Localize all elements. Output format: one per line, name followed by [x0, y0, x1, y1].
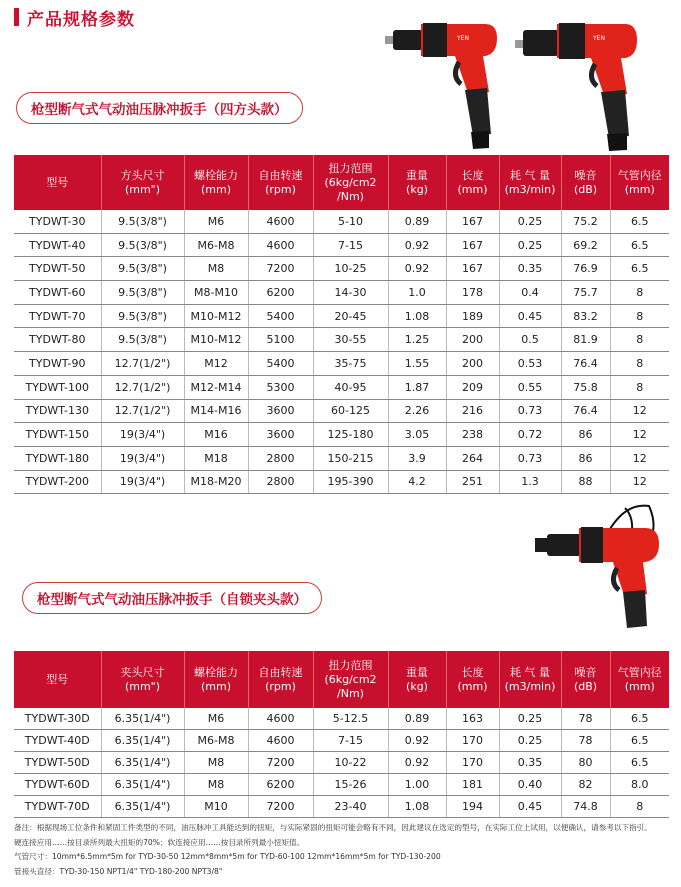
table-cell: 5400 — [248, 304, 313, 328]
table-cell: 0.73 — [499, 399, 561, 423]
table-cell: 40-95 — [313, 375, 388, 399]
table-cell: 3.9 — [388, 446, 446, 470]
table-cell: 125-180 — [313, 423, 388, 447]
table-cell: M6-M8 — [184, 233, 248, 257]
table-cell: 0.55 — [499, 375, 561, 399]
table-cell: 6.5 — [610, 233, 669, 257]
table-cell: 5100 — [248, 328, 313, 352]
table-cell: M18-M20 — [184, 470, 248, 494]
table-cell: M6-M8 — [184, 730, 248, 752]
note-line: 备注：根据现场工位条件和紧固工件类型的不同，油压脉冲工具能达到的扭矩，与实际紧固的扭矩可能会略有不同，因此建议在选定的型号，在实际工位上试用，以便确认，请参考以下指引。 — [14, 823, 652, 832]
table-cell: 19(3/4") — [101, 423, 184, 447]
table-cell: 4600 — [248, 233, 313, 257]
column-header: 型号 — [14, 155, 101, 210]
table-cell: M18 — [184, 446, 248, 470]
table-cell: 195-390 — [313, 470, 388, 494]
table-cell: 0.25 — [499, 730, 561, 752]
footnotes — [14, 821, 674, 879]
table-cell: 81.9 — [561, 328, 610, 352]
table-cell: 19(3/4") — [101, 470, 184, 494]
table-row — [14, 470, 669, 494]
table-cell: TYDWT-30D — [14, 708, 101, 730]
column-header: 耗 气 量 (m3/min) — [499, 651, 561, 708]
table-cell: 6.5 — [610, 708, 669, 730]
table-cell: 0.89 — [388, 708, 446, 730]
table-cell: 9.5(3/8") — [101, 281, 184, 305]
note-line: 管接头直径：TYD-30-150 NPT1/4" TYD-180-200 NPT3/8" — [14, 866, 223, 876]
table-cell: 12.7(1/2") — [101, 375, 184, 399]
table-cell: 75.8 — [561, 375, 610, 399]
table-cell: 0.5 — [499, 328, 561, 352]
table-cell: M10-M12 — [184, 304, 248, 328]
table-cell: M12-M14 — [184, 375, 248, 399]
table-cell: 12 — [610, 399, 669, 423]
table-cell: 4600 — [248, 210, 313, 233]
table-cell: 4600 — [248, 708, 313, 730]
table-cell: 1.3 — [499, 470, 561, 494]
table-cell: 0.35 — [499, 257, 561, 281]
table-cell: 163 — [446, 708, 499, 730]
table-cell: 60-125 — [313, 399, 388, 423]
table-cell: M8 — [184, 774, 248, 796]
table-cell: 12 — [610, 446, 669, 470]
column-header: 型号 — [14, 651, 101, 708]
section-header — [14, 6, 135, 28]
table-cell: 1.87 — [388, 375, 446, 399]
table-row — [14, 233, 669, 257]
table-cell: 7200 — [248, 752, 313, 774]
table-cell: 5400 — [248, 352, 313, 376]
table-cell: TYDWT-100 — [14, 375, 101, 399]
table-cell: 0.92 — [388, 752, 446, 774]
table-cell: 8 — [610, 304, 669, 328]
table-cell: 3.05 — [388, 423, 446, 447]
table-cell: 238 — [446, 423, 499, 447]
table-cell: M14-M16 — [184, 399, 248, 423]
table-header-row — [14, 651, 669, 708]
table-cell: 8 — [610, 796, 669, 818]
table-cell: 1.25 — [388, 328, 446, 352]
table-cell: 9.5(3/8") — [101, 233, 184, 257]
table-cell: 4.2 — [388, 470, 446, 494]
table-cell: TYDWT-90 — [14, 352, 101, 376]
table-cell: 0.45 — [499, 796, 561, 818]
table-cell: 3600 — [248, 399, 313, 423]
table-cell: 5-12.5 — [313, 708, 388, 730]
column-header: 噪音 (dB) — [561, 155, 610, 210]
table-row — [14, 352, 669, 376]
table-cell: M6 — [184, 210, 248, 233]
table-cell: 0.53 — [499, 352, 561, 376]
table-row — [14, 257, 669, 281]
table-cell: 15-26 — [313, 774, 388, 796]
table-cell: 9.5(3/8") — [101, 210, 184, 233]
table-cell: M8 — [184, 257, 248, 281]
table-row — [14, 796, 669, 818]
column-header: 扭力范围 (6kg/cm2 /Nm) — [313, 155, 388, 210]
table-cell: 69.2 — [561, 233, 610, 257]
table-cell: 12.7(1/2") — [101, 352, 184, 376]
table-cell: 0.25 — [499, 708, 561, 730]
table-cell: TYDWT-30 — [14, 210, 101, 233]
table-cell: 5-10 — [313, 210, 388, 233]
table-cell: 264 — [446, 446, 499, 470]
table-cell: 200 — [446, 352, 499, 376]
table-cell: 23-40 — [313, 796, 388, 818]
table-cell: 75.2 — [561, 210, 610, 233]
table-cell: 1.00 — [388, 774, 446, 796]
table-cell: 1.08 — [388, 304, 446, 328]
table-cell: 0.92 — [388, 233, 446, 257]
table-cell: M12 — [184, 352, 248, 376]
table-cell: 167 — [446, 233, 499, 257]
table-cell: 75.7 — [561, 281, 610, 305]
table-cell: 8 — [610, 352, 669, 376]
table-cell: 170 — [446, 730, 499, 752]
table-cell: 7200 — [248, 796, 313, 818]
table-cell: TYDWT-70D — [14, 796, 101, 818]
column-header: 耗 气 量 (m3/min) — [499, 155, 561, 210]
table-cell: 3600 — [248, 423, 313, 447]
header-accent-bar — [14, 8, 19, 26]
column-header: 噪音 (dB) — [561, 651, 610, 708]
table-cell: TYDWT-50 — [14, 257, 101, 281]
table-cell: 1.0 — [388, 281, 446, 305]
table-cell: 80 — [561, 752, 610, 774]
table-cell: 20-45 — [313, 304, 388, 328]
table-cell: 6.35(1/4") — [101, 730, 184, 752]
table-row — [14, 399, 669, 423]
table-cell: 0.73 — [499, 446, 561, 470]
spec-table-square-drive — [14, 155, 669, 494]
table-cell: M8 — [184, 752, 248, 774]
table-cell: 76.9 — [561, 257, 610, 281]
table-cell: 1.55 — [388, 352, 446, 376]
table-cell: 189 — [446, 304, 499, 328]
table-row — [14, 708, 669, 730]
table-cell: 6.35(1/4") — [101, 752, 184, 774]
table-cell: 9.5(3/8") — [101, 328, 184, 352]
spec-table-quick-chuck — [14, 651, 669, 818]
table-cell: 19(3/4") — [101, 446, 184, 470]
column-header: 重量 (kg) — [388, 651, 446, 708]
table-row — [14, 210, 669, 233]
table-row — [14, 281, 669, 305]
table-cell: TYDWT-70 — [14, 304, 101, 328]
table-cell: 78 — [561, 730, 610, 752]
page-title: 产品规格参数 — [27, 9, 135, 30]
table-cell: M10-M12 — [184, 328, 248, 352]
table-cell: 12 — [610, 470, 669, 494]
column-header: 长度 (mm) — [446, 651, 499, 708]
table-cell: 0.89 — [388, 210, 446, 233]
table-cell: 6.5 — [610, 257, 669, 281]
brand-logo-text-2: YEN — [593, 35, 605, 42]
table-cell: 2800 — [248, 470, 313, 494]
table-cell: 12.7(1/2") — [101, 399, 184, 423]
table-cell: 8.0 — [610, 774, 669, 796]
table-cell: 0.92 — [388, 730, 446, 752]
table-cell: M16 — [184, 423, 248, 447]
table-cell: 150-215 — [313, 446, 388, 470]
table-cell: 2800 — [248, 446, 313, 470]
table-cell: 6200 — [248, 281, 313, 305]
table-row — [14, 423, 669, 447]
table-cell: 0.45 — [499, 304, 561, 328]
table-cell: 0.72 — [499, 423, 561, 447]
table-row — [14, 328, 669, 352]
table-cell: 2.26 — [388, 399, 446, 423]
table-cell: 7-15 — [313, 730, 388, 752]
table-cell: M8-M10 — [184, 281, 248, 305]
table-cell: 78 — [561, 708, 610, 730]
table-row — [14, 375, 669, 399]
table-cell: 6.5 — [610, 210, 669, 233]
table-cell: 178 — [446, 281, 499, 305]
table-cell: 74.8 — [561, 796, 610, 818]
table-cell: 5300 — [248, 375, 313, 399]
table-header-row — [14, 155, 669, 210]
table-cell: 1.08 — [388, 796, 446, 818]
column-header: 螺栓能力 (mm) — [184, 155, 248, 210]
table-cell: 83.2 — [561, 304, 610, 328]
table-cell: 35-75 — [313, 352, 388, 376]
column-header: 气管内径 (mm) — [610, 651, 669, 708]
table-cell: 0.35 — [499, 752, 561, 774]
table-cell: 167 — [446, 257, 499, 281]
table-cell: TYDWT-80 — [14, 328, 101, 352]
table-cell: TYDWT-130 — [14, 399, 101, 423]
table-cell: 76.4 — [561, 399, 610, 423]
table-cell: 216 — [446, 399, 499, 423]
brand-logo-text: YEN — [457, 35, 469, 42]
table-cell: 9.5(3/8") — [101, 257, 184, 281]
table-cell: M10 — [184, 796, 248, 818]
table-row — [14, 752, 669, 774]
table-cell: 12 — [610, 423, 669, 447]
table-cell: 0.92 — [388, 257, 446, 281]
table-cell: 0.25 — [499, 210, 561, 233]
table-cell: 10-22 — [313, 752, 388, 774]
column-header: 重量 (kg) — [388, 155, 446, 210]
table-row — [14, 774, 669, 796]
table-cell: 6.35(1/4") — [101, 796, 184, 818]
impact-wrench-image-3 — [535, 498, 665, 636]
column-header: 螺栓能力 (mm) — [184, 651, 248, 708]
table-cell: 0.40 — [499, 774, 561, 796]
table-cell: 6.35(1/4") — [101, 708, 184, 730]
table-cell: 8 — [610, 281, 669, 305]
table-cell: 167 — [446, 210, 499, 233]
table-cell: 8 — [610, 328, 669, 352]
table-cell: 194 — [446, 796, 499, 818]
table-cell: 251 — [446, 470, 499, 494]
table-cell: 6.35(1/4") — [101, 774, 184, 796]
table-cell: M6 — [184, 708, 248, 730]
section1-title: 枪型断气式气动油压脉冲扳手（四方头款） — [16, 92, 303, 124]
table-cell: 82 — [561, 774, 610, 796]
column-header: 扭力范围 (6kg/cm2 /Nm) — [313, 651, 388, 708]
table-cell: TYDWT-40 — [14, 233, 101, 257]
impact-wrench-image-1 — [385, 14, 530, 154]
table-cell: TYDWT-180 — [14, 446, 101, 470]
table-cell: TYDWT-200 — [14, 470, 101, 494]
table-cell: 14-30 — [313, 281, 388, 305]
table-row — [14, 304, 669, 328]
table-row — [14, 446, 669, 470]
table-cell: 10-25 — [313, 257, 388, 281]
table-cell: 0.25 — [499, 233, 561, 257]
table-cell: 8 — [610, 375, 669, 399]
table-cell: TYDWT-50D — [14, 752, 101, 774]
table-cell: 86 — [561, 446, 610, 470]
column-header: 长度 (mm) — [446, 155, 499, 210]
table-cell: 170 — [446, 752, 499, 774]
impact-wrench-image-2 — [515, 14, 665, 154]
section2-title: 枪型断气式气动油压脉冲扳手（自锁夹头款） — [22, 582, 322, 614]
table-cell: 30-55 — [313, 328, 388, 352]
table-cell: TYDWT-60 — [14, 281, 101, 305]
table-cell: 6200 — [248, 774, 313, 796]
table-cell: 88 — [561, 470, 610, 494]
note-line: 气管尺寸：10mm*6.5mm*5m for TYD-30-50 12mm*8mm*5m for TYD-60-100 12mm*16mm*5m for TYD-130-200 — [14, 852, 441, 861]
table-cell: 7200 — [248, 257, 313, 281]
table-cell: 4600 — [248, 730, 313, 752]
column-header: 自由转速 (rpm) — [248, 155, 313, 210]
column-header: 方头尺寸 (mm") — [101, 155, 184, 210]
table-cell: 181 — [446, 774, 499, 796]
note-line: 硬连接应用……按目录所列最大扭矩的70%；软连接应用……按目录所列最小扭矩值。 — [14, 837, 305, 847]
table-cell: TYDWT-40D — [14, 730, 101, 752]
table-cell: 6.5 — [610, 730, 669, 752]
table-cell: 76.4 — [561, 352, 610, 376]
column-header: 夹头尺寸 (mm") — [101, 651, 184, 708]
table-cell: TYDWT-60D — [14, 774, 101, 796]
table-cell: 6.5 — [610, 752, 669, 774]
table-row — [14, 730, 669, 752]
table-cell: 209 — [446, 375, 499, 399]
table-cell: 0.4 — [499, 281, 561, 305]
table-cell: 7-15 — [313, 233, 388, 257]
table-cell: 86 — [561, 423, 610, 447]
table-cell: 9.5(3/8") — [101, 304, 184, 328]
column-header: 自由转速 (rpm) — [248, 651, 313, 708]
column-header: 气管内径 (mm) — [610, 155, 669, 210]
table-cell: TYDWT-150 — [14, 423, 101, 447]
table-cell: 200 — [446, 328, 499, 352]
